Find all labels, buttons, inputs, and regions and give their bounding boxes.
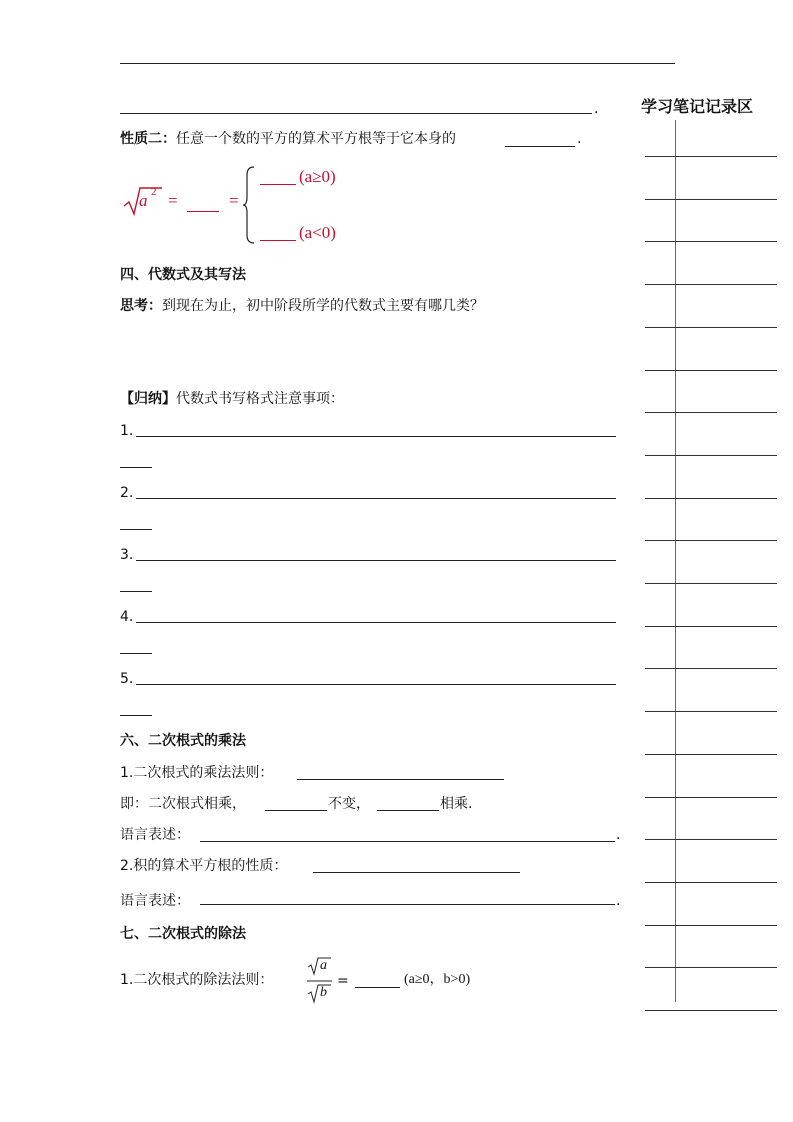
summary-item-number: 1.: [120, 423, 134, 439]
notes-line: [645, 370, 777, 371]
notes-divider: [675, 120, 676, 1002]
brace-icon: [242, 165, 256, 245]
line-period: .: [594, 101, 599, 117]
div-equals: =: [337, 973, 349, 989]
summary-item-line: [136, 622, 616, 623]
summary-item-number: 5.: [120, 671, 134, 687]
summary-item-continuation: [120, 653, 152, 654]
property2-line: [120, 130, 456, 148]
verbal1-label: 语言表述：: [120, 827, 190, 843]
mult-ie-blank-1: [265, 810, 327, 811]
notes-line: [645, 711, 777, 712]
notes-line: [645, 498, 777, 499]
fraction-denominator: b: [320, 985, 327, 1000]
summary-item-line: [136, 498, 616, 499]
mult-ie-c: 相乘.: [440, 796, 473, 812]
section4-think: [120, 297, 484, 315]
fraction-numerator: a: [320, 958, 327, 973]
summary-item-continuation: [120, 467, 152, 468]
notes-line: [645, 455, 777, 456]
summary-label: 【归纳】: [120, 391, 176, 407]
product-sqrt-label: 2.积的算术平方根的性质：: [120, 858, 288, 874]
think-label: 思考：: [120, 298, 162, 314]
summary-item-continuation: [120, 529, 152, 530]
case2-blank: [260, 240, 296, 241]
summary-item-line: [136, 560, 616, 561]
verbal2-label: 语言表述：: [120, 893, 190, 909]
notes-line: [645, 925, 777, 926]
summary-item-number: 4.: [120, 609, 134, 625]
notes-line: [645, 540, 777, 541]
property2-text: 任意一个数的平方的算术平方根等于它本身的: [176, 131, 456, 147]
div-condition: (a≥0，b>0): [404, 972, 471, 987]
summary-text: 代数式书写格式注意事项：: [176, 391, 344, 407]
div-rule-blank: [355, 987, 400, 988]
notes-line: [645, 583, 777, 584]
div-rule-label: 1.二次根式的除法法则：: [120, 972, 274, 988]
notes-panel-title: 学习笔记记录区: [641, 97, 754, 116]
mult-rule-label: 1.二次根式的乘法法则：: [120, 765, 274, 781]
section6-title: 六、二次根式的乘法: [120, 733, 246, 749]
fraction-sqrt-icon: [305, 956, 333, 1006]
summary-heading: [120, 390, 344, 408]
case2-condition: (a<0): [299, 223, 336, 242]
notes-line: [645, 754, 777, 755]
case1-blank: [260, 184, 296, 185]
think-text: 到现在为止，初中阶段所学的代数式主要有哪几类？: [162, 298, 484, 314]
notes-line: [645, 156, 777, 157]
notes-line: [645, 284, 777, 285]
notes-line: [645, 241, 777, 242]
notes-line: [645, 626, 777, 627]
summary-item-number: 3.: [120, 547, 134, 563]
mult-ie-a: 即：二次根式相乘，: [120, 796, 246, 812]
summary-item-line: [136, 436, 616, 437]
mult-rule-blank: [297, 779, 504, 780]
formula-blank-1: [187, 211, 219, 212]
notes-line: [645, 1010, 777, 1011]
sqrt-exponent: 2: [151, 186, 157, 198]
notes-line: [645, 327, 777, 328]
verbal2-end: .: [616, 893, 621, 909]
answer-line-top: [120, 63, 675, 64]
summary-item-continuation: [120, 591, 152, 592]
notes-line: [645, 797, 777, 798]
summary-item-continuation: [120, 715, 152, 716]
notes-line: [645, 668, 777, 669]
property2-end: .: [577, 131, 582, 147]
div-fraction: [305, 956, 333, 1006]
property2-label: 性质二：: [120, 131, 176, 147]
formula-equals-1: =: [168, 191, 178, 210]
notes-line: [645, 967, 777, 968]
sqrt-radicand: a: [139, 191, 148, 210]
verbal1-blank: [200, 841, 615, 842]
verbal2-blank: [200, 904, 615, 905]
summary-item-number: 2.: [120, 485, 134, 501]
property2-blank: [505, 146, 575, 147]
notes-line: [645, 199, 777, 200]
answer-line-second: [120, 113, 592, 114]
summary-item-line: [136, 684, 616, 685]
notes-line: [645, 882, 777, 883]
notes-line: [645, 839, 777, 840]
section7-title: 七、二次根式的除法: [120, 926, 246, 942]
section4-title: 四、代数式及其写法: [120, 267, 246, 283]
case1-condition: (a≥0): [299, 167, 336, 186]
mult-ie-blank-2: [377, 810, 439, 811]
verbal1-end: .: [616, 827, 621, 843]
formula-equals-2: =: [229, 191, 239, 210]
mult-ie-b: 不变，: [328, 796, 370, 812]
notes-line: [645, 412, 777, 413]
product-sqrt-blank: [313, 872, 520, 873]
